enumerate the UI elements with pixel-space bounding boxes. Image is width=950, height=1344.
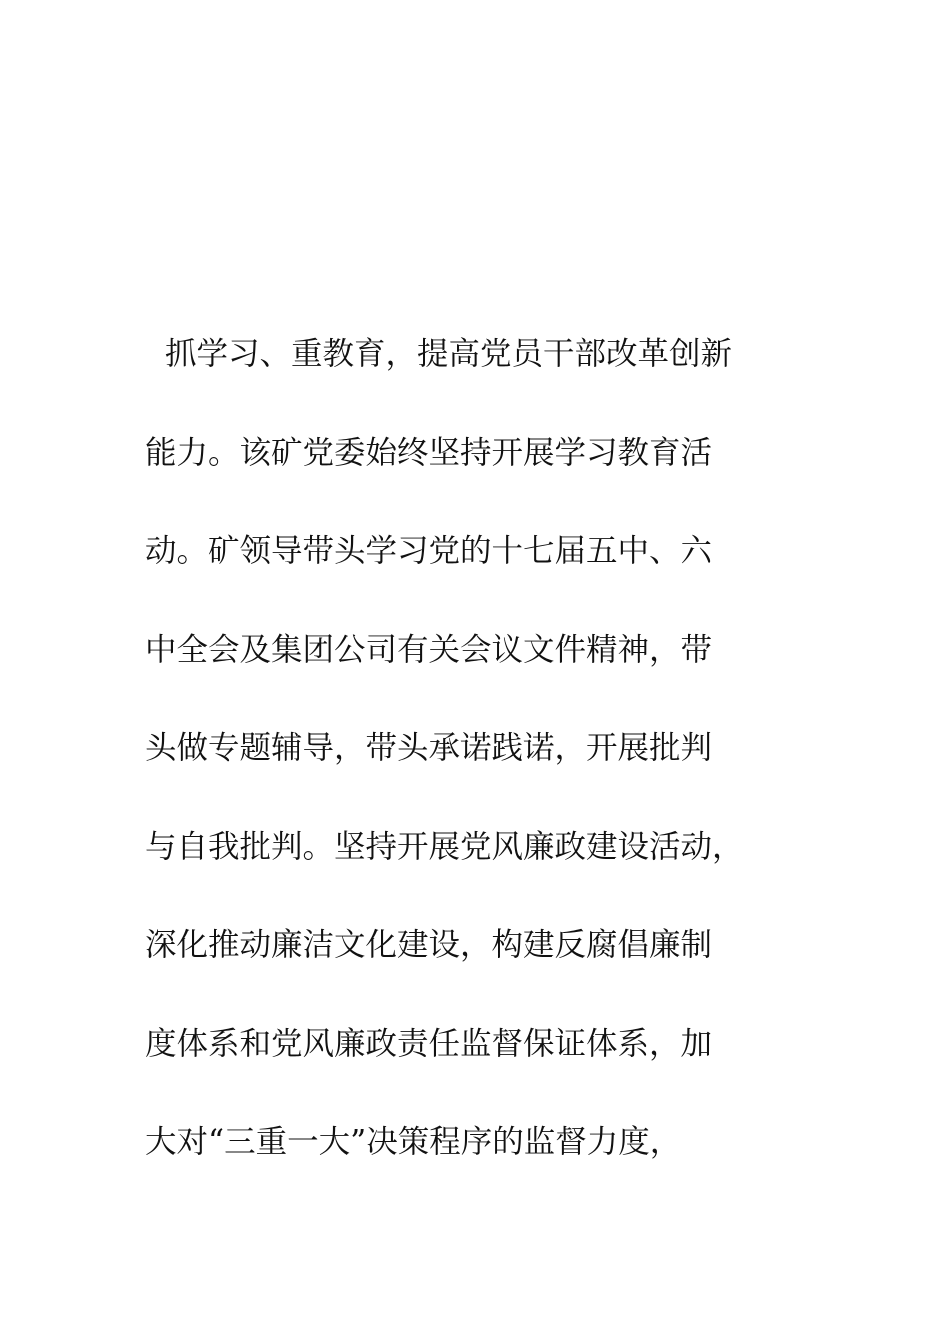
paragraph-line: 抓学习、重教育，提高党员干部改革创新: [145, 336, 733, 372]
paragraph-line: 大对“三重一大”决策程序的监督力度，: [145, 1124, 682, 1160]
paragraph-line: 中全会及集团公司有关会议文件精神，带: [145, 631, 713, 668]
paragraph-line: 动。矿领导带头学习党的十七届五中、六: [145, 533, 713, 569]
body-paragraph: [145, 322, 805, 1209]
paragraph-line: 与自我批判。坚持开展党风廉政建设活动，: [145, 828, 744, 865]
paragraph-line: 度体系和党风廉政责任监督保证体系，加: [145, 1025, 713, 1062]
paragraph-line: 头做专题辅导，带头承诺践诺，开展批判: [145, 730, 713, 766]
paragraph-line: 能力。该矿党委始终坚持开展学习教育活: [145, 434, 713, 471]
paragraph-line: 深化推动廉洁文化建设，构建反腐倡廉制: [145, 927, 713, 963]
